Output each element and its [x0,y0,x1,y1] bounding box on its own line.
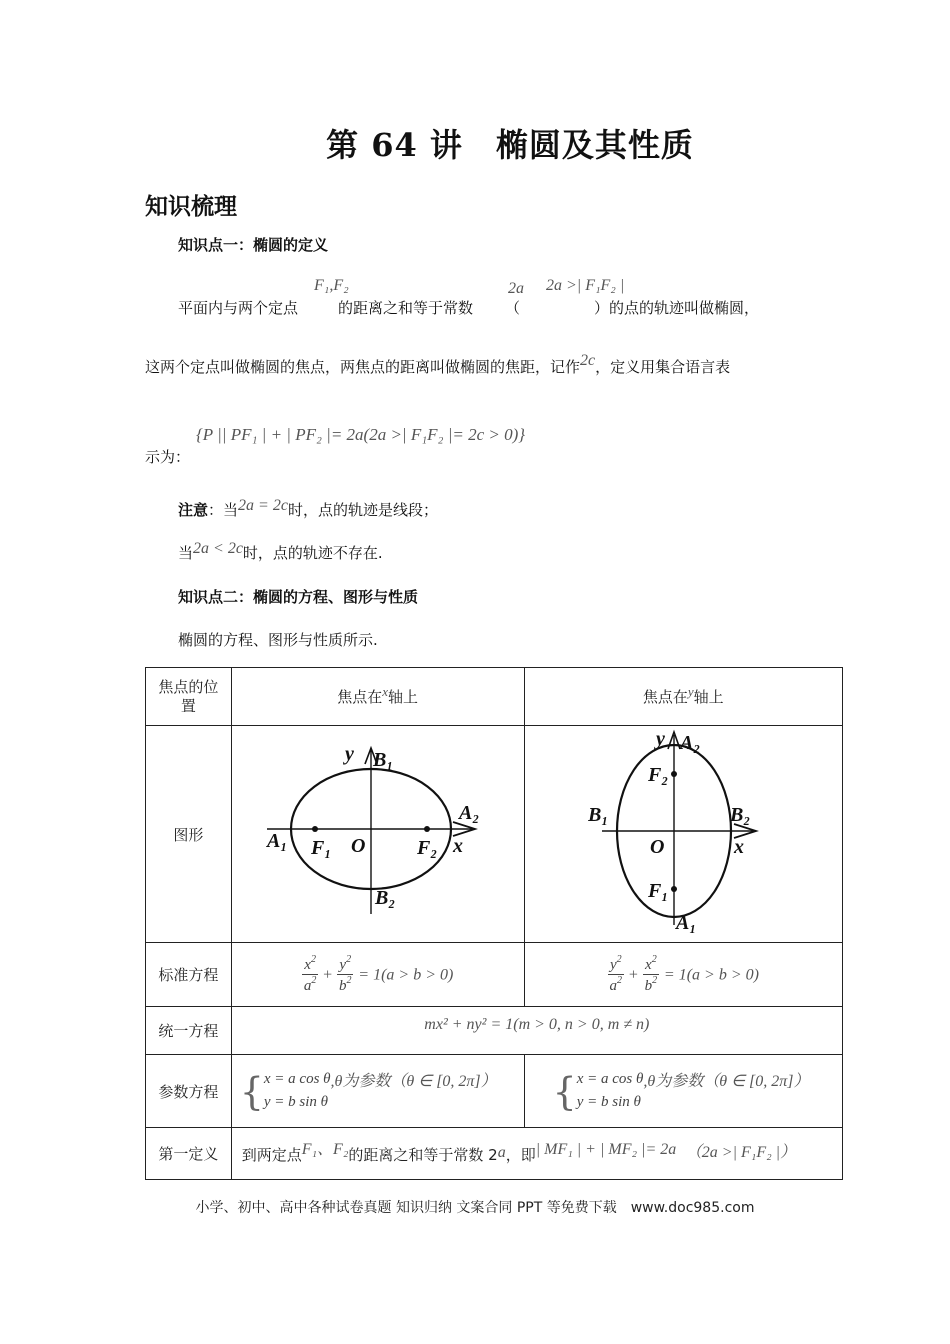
page-title: 第 64 讲 椭圆及其性质 [326,126,694,164]
col-x-var: x [382,684,388,699]
fig-y-label-b1: B₁ [588,804,609,826]
col-x-b: 轴上 [387,688,418,706]
kp2-heading: 知识点二：椭圆的方程、图形与性质 [178,588,419,606]
kp1-line2 [145,352,731,377]
table-row [146,1055,843,1128]
def-a: 到两定点 [241,1146,302,1164]
focus-f2-point [424,826,430,832]
table-row [146,1128,843,1180]
col-focus-y [524,668,842,726]
param-x-line2: y = b sin θ [263,1094,329,1110]
note-line2 [178,542,383,563]
fig-y-label-f2: F₂ [648,764,669,786]
standard-eq-x-cond: = 1(a > b > 0) [358,966,454,983]
standard-eq-y: $\frac{y^2}{a^2}$ + $\frac{x^2}{b^2}$ = 1(a > b > 0) [524,943,842,1007]
table-row [146,1007,843,1055]
kp1-const-2c: 2c [580,352,596,369]
kp1-line3: 示为： [145,448,191,466]
fig-y-label-o: O [650,836,665,858]
standard-eq-y-cond: = 1(a > b > 0) [663,966,759,983]
focus-f1-point-y [671,886,677,892]
fig-y-label-a1: A₁ [676,912,697,934]
first-def [231,1128,842,1180]
ellipse-x-figure [253,744,503,924]
left-brace-icon: { [552,1069,577,1113]
col-y-a: 焦点在 [642,688,688,706]
kp1-line2-a: 这两个定点叫做椭圆的焦点，两焦点的距离叫做椭圆的焦距，记作 [145,358,581,376]
def-cond: （2a >| F₁F₂ |） [685,1144,797,1161]
col-y-var: y [687,684,694,699]
param-y-line2: y = b sin θ [576,1094,641,1110]
kp1-paren: （ [505,299,521,317]
kp1-line1-a: 平面内与两个定点 [178,299,299,317]
param-system-y [577,1068,644,1115]
param-eq-y [524,1055,842,1128]
frac-x2-a2: $\frac{x^2}{a^2}$ [303,953,317,994]
unified-eq [231,1007,842,1055]
row-label-focus-position [146,668,232,726]
def-a-var: a [497,1144,506,1161]
table-row [146,726,843,943]
param-y-tail: ,θ为参数（θ ∈ [0, 2π]） [643,1072,810,1090]
table-row [146,943,843,1007]
frac-y2-b2: $\frac{y^2}{b^2}$ [338,953,352,994]
ellipse-y-figure [588,729,778,939]
note-a2: 时，点的轨迹是线段； [287,501,438,519]
focus-f1-point [312,826,318,832]
def-f: F₁、F₂ [301,1141,349,1158]
param-eq-x [231,1055,524,1128]
focus-position-label: 焦点的位置 [158,677,219,715]
row-label-param-eq: 参数方程 [146,1055,232,1128]
note-b2: 时，点的轨迹不存在. [242,544,383,562]
fig-y-label-y: y [656,729,666,750]
focus-f2-point-y [671,771,677,777]
note-expr2: 2a < 2c [193,540,243,557]
row-label-unified-eq: 统一方程 [146,1007,232,1055]
figure-x-cell [231,726,524,943]
col-focus-x [231,668,524,726]
table-row [146,668,843,726]
col-y-b: 轴上 [693,688,724,706]
fig-x-label-f2: F₂ [416,837,437,859]
fig-y-label-a2: A₂ [680,732,701,754]
fig-x-label-f1: F₁ [310,837,331,859]
ellipse-properties-table [145,667,843,1180]
fig-x-label-a2: A₂ [458,802,479,824]
param-x-line1: x = a cos θ [263,1070,331,1087]
def-c: ，即 [505,1146,536,1164]
note-line1 [178,499,438,520]
fig-y-label-f1: F₁ [648,880,669,902]
footer-text: 小学、初中、高中各种试卷真题 知识归纳 文案合同 PPT 等免费下载 www.doc985.com [195,1200,755,1216]
row-label-first-def: 第一定义 [146,1128,232,1180]
standard-eq-x: $\frac{x^2}{a^2}$ + $\frac{y^2}{b^2}$ = 1(a > b > 0) [231,943,524,1007]
kp1-set-expr: {P || PF₁ | + | PF₂ |= 2a(2a >| F₁F₂ |= 2c > 0)} [196,425,526,444]
kp1-cond: 2a >| F₁F₂ | [546,277,625,294]
note-a1: ：当 [208,501,239,519]
frac-x2-b2: $\frac{x^2}{b^2}$ [644,953,658,994]
fig-y-label-b2: B₂ [730,804,751,826]
kp1-line1-b: 的距离之和等于常数 [338,299,474,317]
note-label: 注意 [178,501,209,519]
figure-y-cell [524,726,842,943]
left-brace-icon: { [239,1069,264,1113]
def-expr: | MF₁ | + | MF₂ |= 2a [535,1141,677,1158]
fig-x-label-b2: B₂ [374,887,395,909]
kp1-line1-c: ）的点的轨迹叫做椭圆， [594,299,760,317]
kp1-line1 [178,297,759,318]
col-x-a: 焦点在 [337,688,383,706]
kp1-f1f2: F₁,F₂ [314,277,349,294]
kp2-intro: 椭圆的方程、图形与性质所示. [178,631,378,649]
row-label-standard-eq: 标准方程 [146,943,232,1007]
unified-eq-expr: mx² + ny² = 1(m > 0, n > 0, m ≠ n) [424,1016,650,1033]
fig-x-label-a1: A₁ [266,830,287,852]
kp1-const-2a: 2a [508,280,524,297]
note-expr1: 2a = 2c [238,497,288,514]
kp1-line2-b: ，定义用集合语言表 [595,358,731,376]
fig-x-label-y: y [344,744,354,765]
fig-x-label-o: O [350,835,366,857]
param-x-tail: ,θ为参数（θ ∈ [0, 2π]） [330,1072,497,1090]
fig-x-label-x: x [452,835,463,857]
note-b1: 当 [178,544,194,562]
kp1-heading: 知识点一：椭圆的定义 [178,236,329,254]
frac-y2-a2: $\frac{y^2}{a^2}$ [609,953,623,994]
fig-x-label-b1: B₁ [372,749,393,771]
row-label-figure: 图形 [146,726,232,943]
param-system-x [264,1068,331,1115]
def-b: 的距离之和等于常数 2 [348,1146,498,1164]
fig-y-label-x: x [734,836,745,858]
param-y-line1: x = a cos θ [576,1070,644,1087]
section-heading: 知识梳理 [145,194,237,220]
